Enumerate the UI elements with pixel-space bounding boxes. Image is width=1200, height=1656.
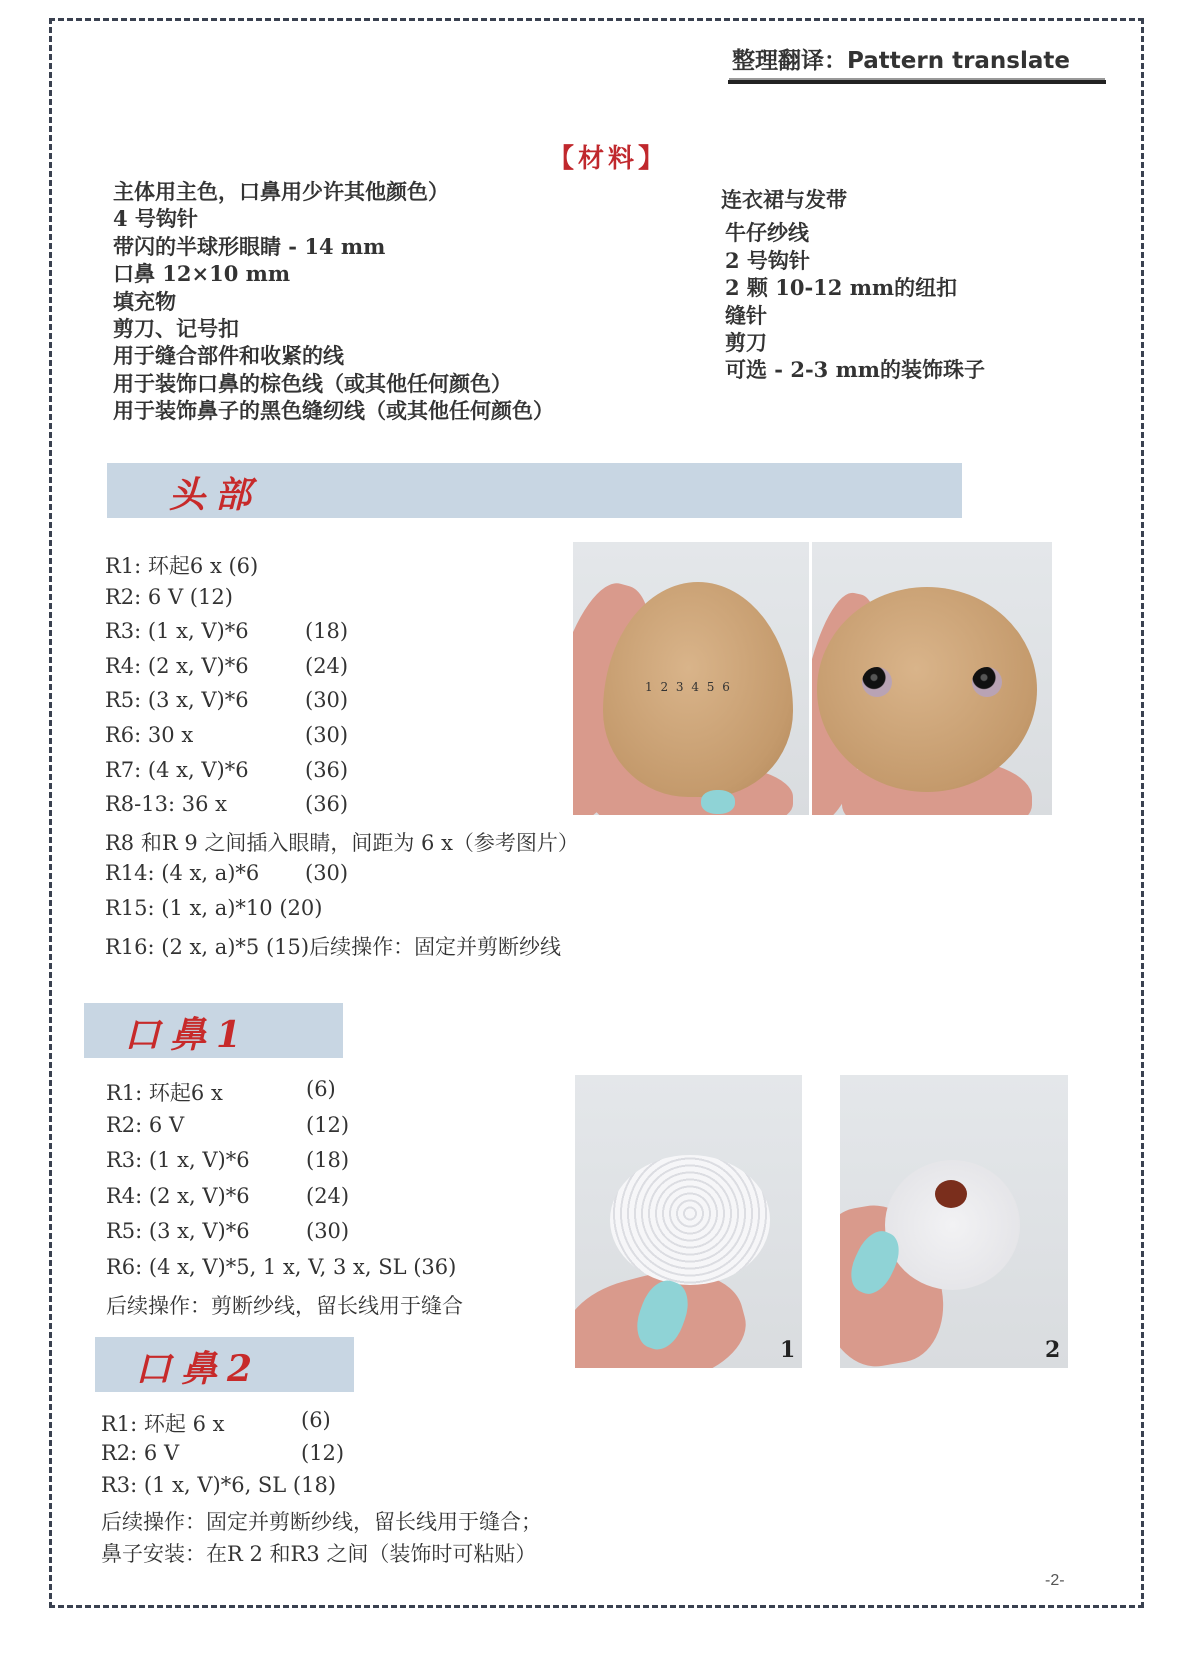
pattern-row [105, 792, 579, 827]
row-stitch-count: (30) [305, 722, 349, 747]
row-instruction: R2: 6 V [101, 1440, 180, 1465]
photo-label-2: 2 [1045, 1337, 1061, 1363]
section-title-muzzle1: 口鼻1 [124, 1014, 252, 1056]
row-stitch-count: (30) [305, 688, 349, 713]
material-item: 剪刀、记号扣 [113, 315, 239, 341]
row-instruction: R6: 30 x [105, 722, 194, 747]
row-instruction: R3: (1 x, V)*6 [105, 619, 249, 644]
row-instruction: R8 和R 9 之间插入眼睛，间距为 6 x（参考图片） [105, 830, 579, 855]
section-title-muzzle2: 口鼻2 [135, 1348, 263, 1390]
row-instruction: R5: (3 x, V)*6 [106, 1219, 250, 1243]
section-banner-muzzle1 [84, 1003, 343, 1058]
pattern-row [105, 619, 579, 654]
pattern-row [105, 931, 579, 966]
row-instruction: R2: 6 V (12) [105, 584, 233, 609]
dress-material-item: 缝针 [725, 302, 767, 328]
row-instruction: 后续操作：剪断纱线，留长线用于缝合 [106, 1294, 463, 1318]
pattern-row [105, 896, 579, 931]
muzzle1-rows [106, 1077, 463, 1326]
nose-piece [935, 1180, 967, 1208]
row-instruction: R14: (4 x, a)*6 [105, 861, 260, 886]
dress-material-item: 牛仔纱线 [725, 220, 809, 246]
pattern-row [106, 1113, 463, 1149]
row-instruction: R8-13: 36 x [105, 792, 227, 817]
pattern-row [106, 1148, 463, 1184]
row-stitch-count: (36) [305, 757, 349, 782]
row-instruction: R4: (2 x, V)*6 [106, 1183, 250, 1208]
material-item: 用于缝合部件和收紧的线 [113, 343, 344, 369]
row-instruction: R1: 环起6 x [106, 1081, 223, 1105]
row-instruction: R15: (1 x, a)*10 (20) [105, 895, 323, 920]
row-stitch-count: (12) [301, 1440, 345, 1465]
dress-material-item: 剪刀 [725, 329, 767, 355]
materials-list-dress [721, 186, 986, 383]
pattern-row [106, 1255, 463, 1291]
pattern-row [105, 654, 579, 689]
photo-head-markers [573, 542, 809, 815]
row-instruction: R4: (2 x, V)*6 [105, 653, 249, 678]
row-instruction: 鼻子安装：在R 2 和R3 之间（装饰时可粘贴） [101, 1542, 537, 1566]
row-stitch-count: (24) [306, 1183, 350, 1208]
pattern-row [105, 585, 579, 620]
pattern-row [101, 1408, 542, 1441]
material-item: 用于装饰鼻子的黑色缝纫线（或其他任何颜色） [113, 398, 554, 424]
pattern-row [101, 1506, 542, 1539]
pattern-row [105, 861, 579, 896]
materials-title: 【材料】 [548, 144, 669, 174]
row-stitch-count: (24) [305, 653, 349, 678]
pattern-row [106, 1077, 463, 1113]
row-instruction: R2: 6 V [106, 1112, 185, 1137]
row-stitch-count: (30) [306, 1219, 350, 1243]
row-stitch-count: (12) [306, 1112, 350, 1137]
material-item: 4 号钩针 [113, 206, 198, 232]
row-stitch-count: (18) [306, 1148, 350, 1172]
row-instruction: R5: (3 x, V)*6 [105, 688, 249, 713]
section-title-head: 头部 [169, 474, 262, 516]
row-stitch-count: (6) [306, 1077, 336, 1101]
stitch-marker-digits: 1 2 3 4 5 6 [645, 680, 732, 694]
material-item: 填充物 [113, 288, 176, 314]
dress-material-item: 2 颗 10-12 mm的纽扣 [725, 275, 958, 301]
row-instruction: 后续操作：固定并剪断纱线，留长线用于缝合； [101, 1509, 542, 1534]
row-instruction: R1: 环起 6 x [101, 1412, 225, 1436]
row-instruction: R1: 环起6 x (6) [105, 554, 259, 578]
pattern-row [101, 1538, 542, 1571]
pattern-row [101, 1473, 542, 1506]
row-instruction: R7: (4 x, V)*6 [105, 757, 249, 782]
row-instruction: R3: (1 x, V)*6, SL (18) [101, 1473, 337, 1497]
pattern-row [105, 827, 579, 862]
pattern-row [105, 723, 579, 758]
row-instruction: R6: (4 x, V)*5, 1 x, V, 3 x, SL (36) [106, 1254, 457, 1279]
pattern-row [105, 758, 579, 793]
head-rows [105, 550, 579, 965]
pattern-row [105, 688, 579, 723]
photo-head-eyes [812, 542, 1052, 815]
section-banner-muzzle2 [95, 1337, 354, 1392]
material-item: 用于装饰口鼻的棕色线（或其他任何颜色） [113, 370, 512, 396]
dress-materials-heading: 连衣裙与发带 [721, 187, 847, 212]
material-item: 主体用主色，口鼻用少许其他颜色） [113, 179, 449, 204]
photo-muzzle-2 [840, 1075, 1068, 1368]
page-number: -2- [1045, 1572, 1065, 1589]
row-stitch-count: (30) [305, 861, 349, 886]
dress-material-item: 可选 - 2-3 mm的装饰珠子 [725, 357, 986, 383]
pattern-row [106, 1219, 463, 1255]
section-banner-head [107, 463, 962, 518]
row-instruction: R16: (2 x, a)*5 (15)后续操作：固定并剪断纱线 [105, 934, 562, 959]
dress-material-item: 2 号钩针 [725, 247, 810, 273]
safety-eye-left [862, 667, 892, 697]
muzzle2-rows [101, 1408, 542, 1571]
pattern-row [106, 1184, 463, 1220]
row-stitch-count: (18) [305, 619, 349, 644]
material-item: 口鼻 12×10 mm [113, 261, 291, 287]
safety-eye-right [972, 667, 1002, 697]
row-stitch-count: (6) [301, 1408, 331, 1432]
pattern-row [106, 1290, 463, 1326]
header-divider [728, 80, 1106, 84]
materials-list-main [113, 178, 554, 425]
pattern-row [101, 1441, 542, 1474]
photo-label-1: 1 [780, 1337, 796, 1363]
row-stitch-count: (36) [305, 792, 349, 817]
row-instruction: R3: (1 x, V)*6 [106, 1148, 250, 1172]
pattern-row [105, 550, 579, 585]
header-title: 整理翻译：Pattern translate [732, 48, 1070, 74]
material-item: 带闪的半球形眼睛 - 14 mm [113, 233, 386, 259]
photo-muzzle-1 [575, 1075, 802, 1368]
